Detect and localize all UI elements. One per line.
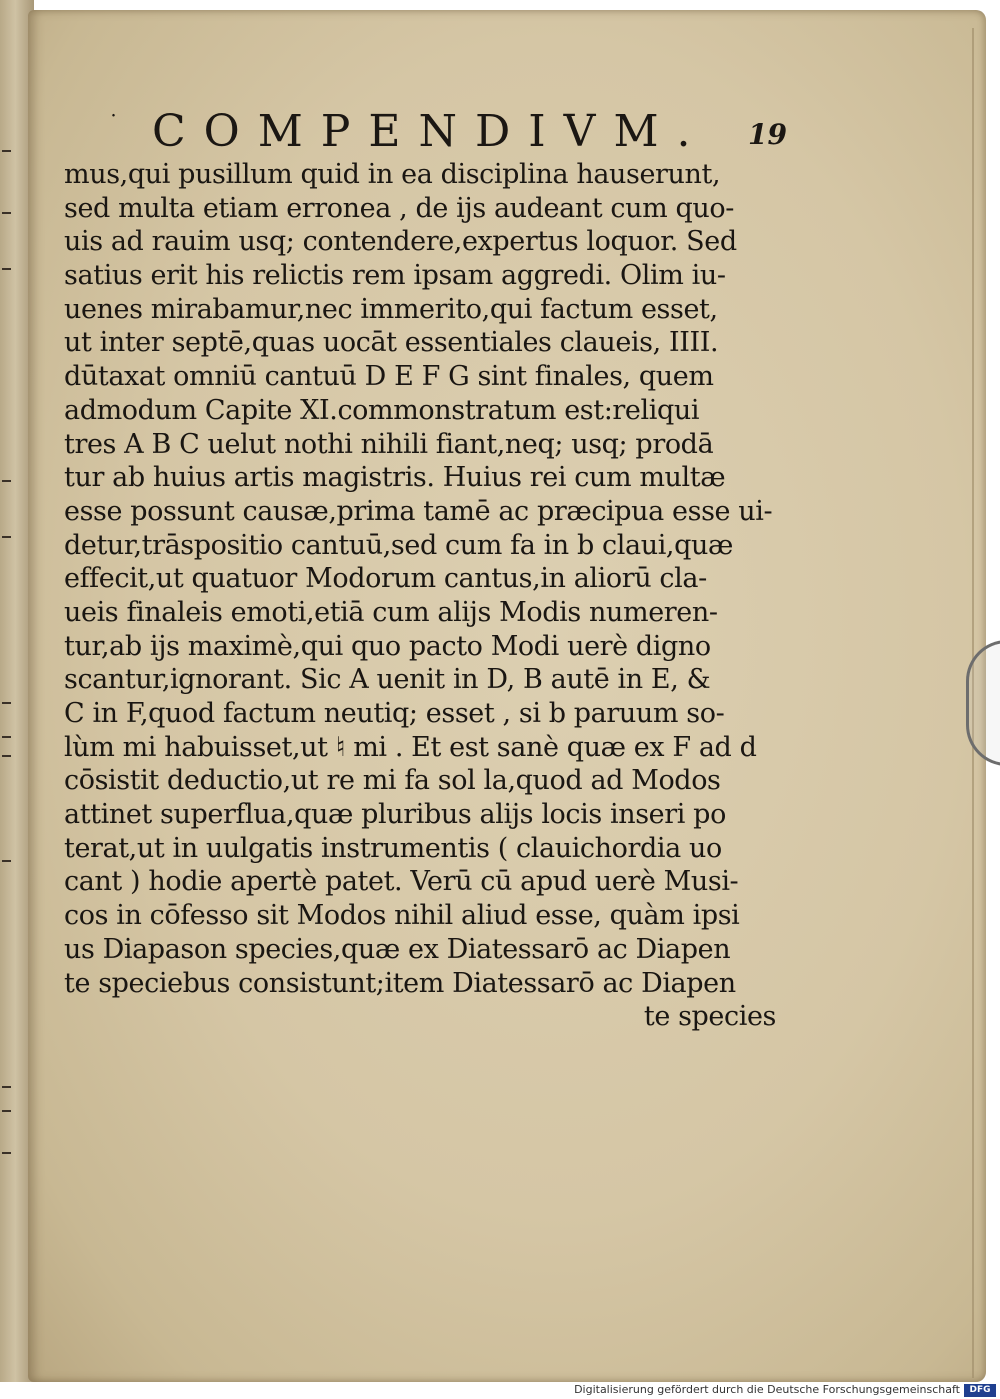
text-line: cōsistit deductio,ut re mi fa sol la,quod ad Modos: [64, 765, 721, 797]
text-line: admodum Capite XI.commonstratum est:reliqui: [64, 394, 700, 426]
body-text: [64, 158, 794, 1034]
footer-credit: Digitalisierung gefördert durch die Deutsche Forschungsgemeinschaft: [574, 1383, 960, 1396]
text-line: te speciebus consistunt;item Diatessarō ac Diapen: [64, 967, 736, 999]
text-line: scantur,ignorant. Sic A uenit in D, B autē in E, &: [64, 664, 711, 696]
text-line: dūtaxat omniū cantuū D E F G sint finales, quem: [64, 361, 714, 393]
text-line: C in F,quod factum neutiq; esset , si b paruum so-: [64, 698, 725, 729]
text-line: attinet superflua,quæ pluribus alijs locis inseri po: [64, 799, 726, 831]
text-line: esse possunt causæ,prima tamē ac præcipua esse ui-: [64, 495, 773, 527]
text-line: lùm mi habuisset,ut ♮ mi . Et est sanè quæ ex F ad d: [64, 731, 757, 763]
text-line: cos in cōfesso sit Modos nihil aliud esse, quàm ipsi: [64, 900, 740, 932]
running-title: COMPENDIVM.: [152, 106, 709, 157]
header-ornament: ˙: [108, 112, 119, 137]
text-line: satius erit his relictis rem ipsam aggredi. Olim iu-: [64, 260, 726, 292]
text-line: tres A B C uelut nothi nihili fiant,neq; usq; prodā: [64, 428, 714, 460]
text-line: uis ad rauim usq; contendere,expertus loquor. Sed: [64, 226, 737, 258]
text-line: detur,trāspositio cantuū,sed cum fa in b claui,quæ: [64, 529, 733, 561]
text-line: uenes mirabamur,nec immerito,qui factum esset,: [64, 293, 718, 325]
text-line: tur,ab ijs maximè,qui quo pacto Modi uerè digno: [64, 630, 711, 662]
text-line: ueis finaleis emoti,etiā cum alijs Modis numeren-: [64, 596, 718, 628]
catchword: te species: [643, 1001, 776, 1033]
text-line: ut inter septē,quas uocāt essentiales claueis, IIII.: [64, 327, 719, 359]
text-line: effecit,ut quatuor Modorum cantus,in aliorū cla-: [64, 563, 707, 595]
text-line: terat,ut in uulgatis instrumentis ( clauichordia uo: [64, 832, 722, 864]
text-line: sed multa etiam erronea , de ijs audeant cum quo-: [64, 192, 734, 224]
text-line: us Diapason species,quæ ex Diatessarō ac Diapen: [64, 933, 731, 965]
text-line: tur ab huius artis magistris. Huius rei cum multæ: [64, 462, 726, 494]
folio-number: 19: [748, 118, 787, 151]
text-line: mus,qui pusillum quid in ea disciplina hauserunt,: [64, 159, 721, 190]
text-line: cant ) hodie apertè patet. Verū cū apud uerè Musi-: [64, 866, 739, 898]
page-header: [100, 106, 800, 156]
footer-bar: [0, 1382, 1000, 1399]
dfg-logo: DFG: [964, 1384, 996, 1397]
